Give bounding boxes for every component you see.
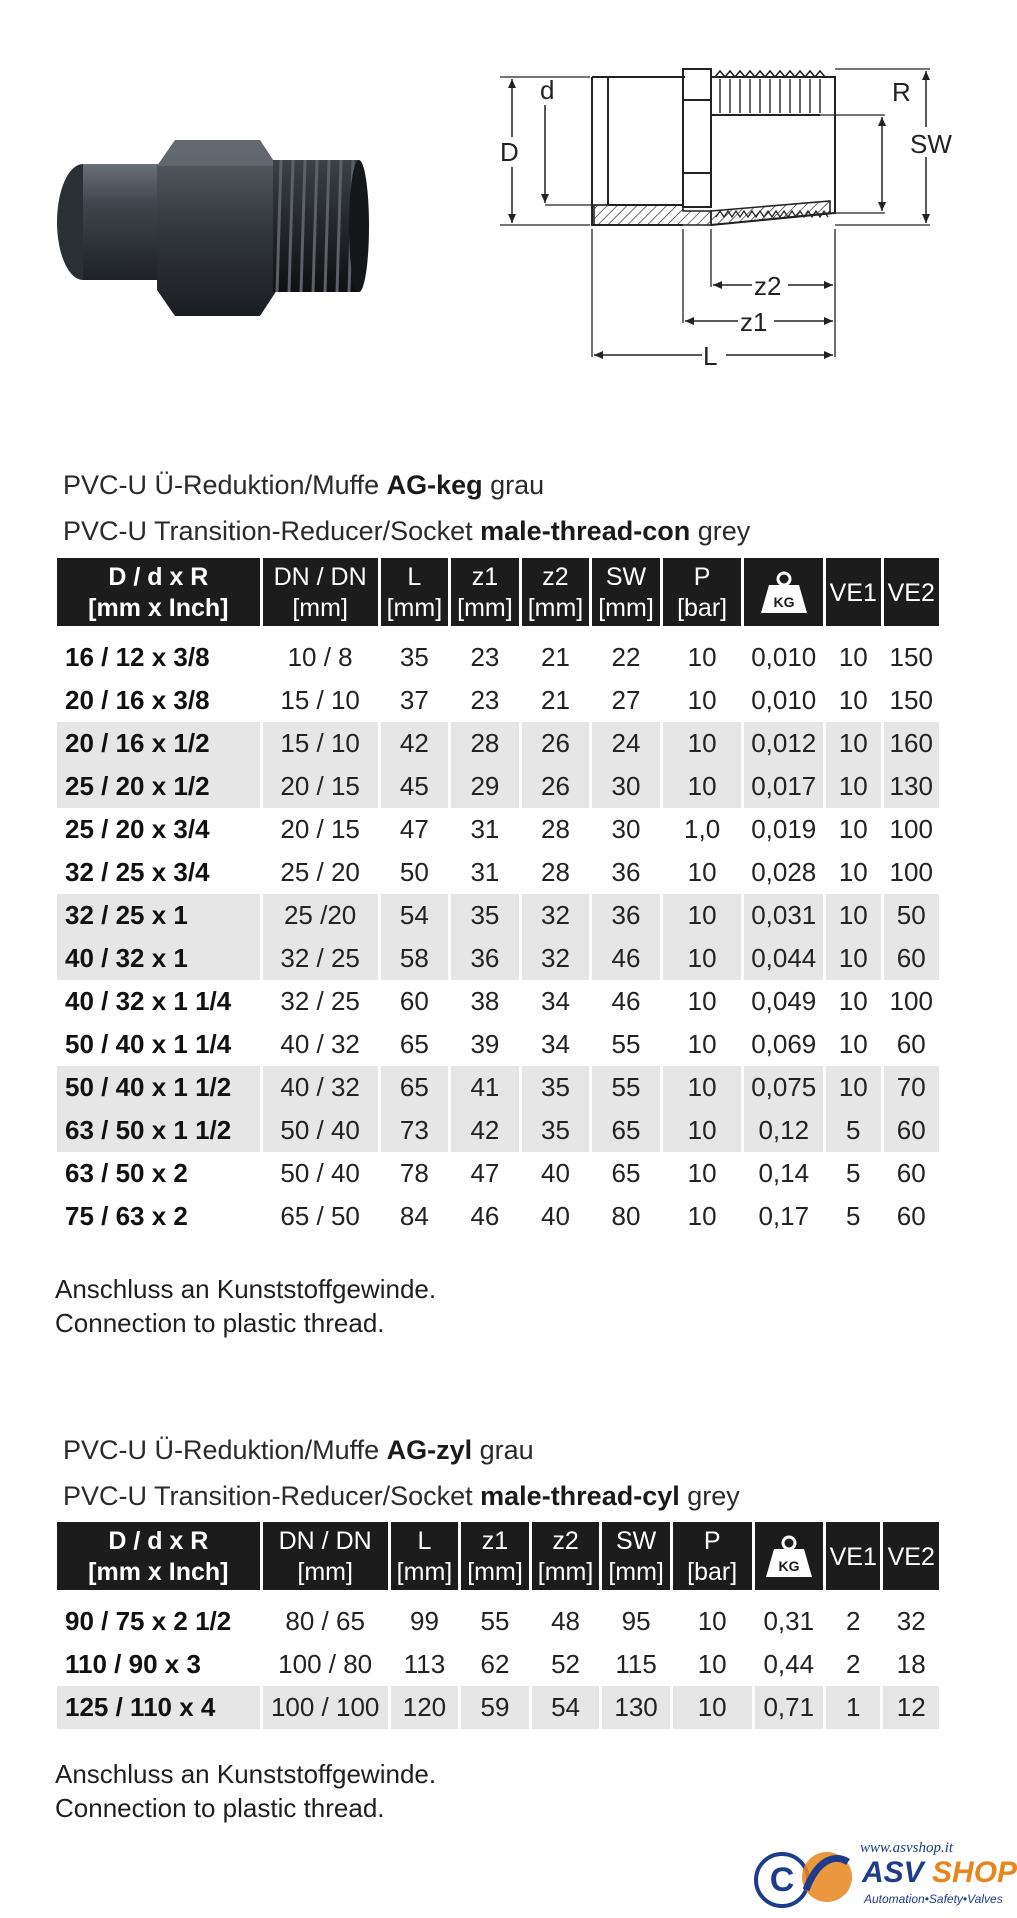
row-dimension-cell: 125 / 110 x 4 <box>57 1686 260 1729</box>
table-cell: 100 / 80 <box>278 1649 373 1679</box>
table-cell: 0,012 <box>744 722 823 765</box>
table-row <box>57 1152 939 1195</box>
table-cell: 10 <box>687 642 717 672</box>
dim-label-D: D <box>500 137 519 167</box>
table-cell: 10 <box>826 937 880 980</box>
table-cell: 10 <box>838 685 868 715</box>
column-header <box>57 1522 260 1590</box>
column-header <box>602 1522 670 1590</box>
row-dimension-cell: 50 / 40 x 1 1/2 <box>57 1066 260 1109</box>
column-header <box>755 1522 824 1590</box>
column-header <box>673 1522 752 1590</box>
table-cell: 35 <box>522 1066 590 1109</box>
column-header-label: L <box>407 563 422 591</box>
table-row <box>57 765 939 808</box>
table-cell: 47 <box>399 814 429 844</box>
table-cell: 45 <box>381 765 449 808</box>
table-cell: 0,14 <box>758 1158 810 1188</box>
table-cell: 5 <box>846 1158 861 1188</box>
section2-title-en-suffix: grey <box>679 1481 740 1511</box>
column-header-label: P <box>693 563 711 591</box>
technical-drawing <box>490 65 950 375</box>
table-cell: 28 <box>541 857 570 887</box>
section1-title-en-bold: male-thread-con <box>480 516 691 546</box>
column-header <box>744 558 823 626</box>
row-dimension-cell: 20 / 16 x 1/2 <box>57 722 260 765</box>
table-cell: 40 / 32 <box>280 1029 360 1059</box>
row-dimension-cell: 90 / 75 x 2 1/2 <box>65 1606 232 1636</box>
table-cell: 100 <box>889 857 933 887</box>
table-cell: 35 <box>522 1109 590 1152</box>
row-dimension-cell: 40 / 32 x 1 1/4 <box>65 986 232 1016</box>
column-header-unit: [mm] <box>457 594 513 622</box>
table-cell: 47 <box>470 1158 500 1188</box>
table-cell: 100 <box>889 986 933 1016</box>
dim-label-L: L <box>703 341 718 371</box>
column-header <box>461 1522 529 1590</box>
table-cell: 31 <box>470 857 500 887</box>
table-cell: 84 <box>399 1201 429 1231</box>
table-cell: 150 <box>889 685 933 715</box>
section1-title-en-suffix: grey <box>690 516 751 546</box>
table-cell: 78 <box>399 1158 429 1188</box>
row-dimension-cell: 63 / 50 x 1 1/2 <box>57 1109 260 1152</box>
section2-note <box>55 1757 436 1825</box>
table-cell: 130 <box>602 1686 670 1729</box>
column-header <box>57 558 260 626</box>
table-row <box>57 808 939 851</box>
table-cell: 10 <box>663 765 742 808</box>
table-cell: 73 <box>381 1109 449 1152</box>
table-cell: 40 <box>541 1158 570 1188</box>
table-cell: 25 / 20 <box>280 857 360 887</box>
table-cell: 10 <box>687 1029 717 1059</box>
table-cell: 50 / 40 <box>263 1109 378 1152</box>
row-dimension-cell: 16 / 12 x 3/8 <box>65 642 210 672</box>
table-cell: 10 <box>838 1029 868 1059</box>
column-header-unit: [mm] <box>386 594 443 622</box>
table-cell: 58 <box>381 937 449 980</box>
table-row <box>57 851 939 894</box>
table-cell: 34 <box>541 986 570 1016</box>
asvshop-watermark <box>752 1838 1017 1918</box>
row-dimension-cell: 25 / 20 x 3/4 <box>65 814 210 844</box>
svg-text:KG: KG <box>773 594 795 610</box>
row-dimension-cell: 32 / 25 x 1 <box>57 894 260 937</box>
table-cell: 0,31 <box>763 1606 815 1636</box>
table-cell: 10 <box>697 1606 727 1636</box>
column-header-label: VE1 <box>829 1542 877 1571</box>
table-cell: 65 <box>611 1158 641 1188</box>
column-header-label: z1 <box>481 1527 509 1555</box>
table-cell: 0,075 <box>744 1066 823 1109</box>
column-header <box>884 558 940 626</box>
table-row <box>57 980 939 1023</box>
table-cell: 60 <box>896 1201 926 1231</box>
section1-note-en: Connection to plastic thread. <box>55 1308 385 1338</box>
table-cell: 10 <box>826 765 880 808</box>
table-cell: 34 <box>541 1029 570 1059</box>
table-cell: 28 <box>541 814 570 844</box>
kg-weight-icon <box>762 1535 816 1579</box>
section2-title-en-bold: male-thread-cyl <box>480 1481 680 1511</box>
table-cell: 39 <box>470 1029 500 1059</box>
table-cell: 0,010 <box>751 642 817 672</box>
table-cell: 2 <box>846 1606 861 1636</box>
table-cell: 0,044 <box>744 937 823 980</box>
table-cell: 5 <box>846 1201 861 1231</box>
table-cell: 26 <box>522 722 590 765</box>
dim-label-z1: z1 <box>740 307 768 337</box>
table-row <box>57 636 939 679</box>
table-cell: 0,028 <box>751 857 817 887</box>
table-cell: 41 <box>451 1066 519 1109</box>
table-cell: 130 <box>884 765 940 808</box>
table-cell: 46 <box>611 986 641 1016</box>
table-cell: 100 / 100 <box>263 1686 388 1729</box>
column-header-unit: [mm] <box>396 1558 453 1586</box>
table-cell: 21 <box>541 685 570 715</box>
table-cell: 113 <box>403 1649 446 1679</box>
column-header-unit: [mm x Inch] <box>88 594 229 622</box>
table-cell: 36 <box>592 894 660 937</box>
table-cell: 36 <box>611 857 641 887</box>
table-cell: 0,069 <box>751 1029 817 1059</box>
row-dimension-cell: 63 / 50 x 2 <box>65 1158 188 1188</box>
table-cell: 32 / 25 <box>263 937 378 980</box>
row-dimension-cell: 110 / 90 x 3 <box>65 1649 201 1679</box>
column-header <box>663 558 742 626</box>
table-cell: 1,0 <box>684 814 721 844</box>
table-cell: 10 <box>687 1158 717 1188</box>
table-cell: 62 <box>480 1649 510 1679</box>
table-cell: 24 <box>592 722 660 765</box>
table-cell: 0,010 <box>751 685 817 715</box>
svg-text:KG: KG <box>778 1558 800 1574</box>
table-row <box>57 1066 939 1109</box>
section1-note-de: Anschluss an Kunststoffgewinde. <box>55 1274 437 1304</box>
table-cell: 48 <box>551 1606 580 1636</box>
dim-label-SW: SW <box>910 129 952 159</box>
table-row <box>57 1023 939 1066</box>
table-cell: 32 <box>896 1606 926 1636</box>
table-cell: 30 <box>611 814 641 844</box>
table-cell: 15 / 10 <box>263 722 378 765</box>
table-cell: 10 <box>697 1649 727 1679</box>
table-cell: 10 <box>838 857 868 887</box>
table-cell: 10 <box>663 1066 742 1109</box>
column-header <box>532 1522 600 1590</box>
row-dimension-cell: 32 / 25 x 3/4 <box>65 857 210 887</box>
column-header-unit: [mm] <box>292 594 348 622</box>
table-cell: 40 / 32 <box>263 1066 378 1109</box>
table-cell: 46 <box>592 937 660 980</box>
table-row <box>57 1643 939 1686</box>
column-header-label: SW <box>615 1527 657 1555</box>
table-cell: 99 <box>409 1606 439 1636</box>
section1-spec-table <box>54 558 942 1238</box>
table-cell: 36 <box>451 937 519 980</box>
table-cell: 115 <box>615 1649 657 1679</box>
table-cell: 35 <box>451 894 519 937</box>
section2-title-de <box>63 1435 534 1466</box>
watermark-brand-asv: ASV <box>862 1856 924 1889</box>
table-cell: 60 <box>896 1029 926 1059</box>
table-cell: 150 <box>889 642 933 672</box>
table-cell: 26 <box>522 765 590 808</box>
column-header-label: P <box>703 1527 721 1555</box>
column-header-label: DN / DN <box>278 1527 372 1555</box>
column-header <box>451 558 519 626</box>
table-cell: 0,019 <box>751 814 817 844</box>
table-cell: 18 <box>896 1649 926 1679</box>
watermark-tagline: Automation•Safety•Valves <box>864 1892 1003 1906</box>
row-dimension-cell: 50 / 40 x 1 1/4 <box>65 1029 232 1059</box>
table-cell: 55 <box>480 1606 510 1636</box>
table-cell: 70 <box>884 1066 940 1109</box>
column-header-label: D / d x R <box>108 563 209 591</box>
column-header-label: z2 <box>542 563 569 591</box>
table-cell: 23 <box>470 685 500 715</box>
table-cell: 28 <box>451 722 519 765</box>
kg-weight-icon <box>757 571 811 615</box>
table-cell: 21 <box>541 642 570 672</box>
table-cell: 10 <box>663 937 742 980</box>
table-cell: 42 <box>451 1109 519 1152</box>
column-header <box>826 558 880 626</box>
table-cell: 60 <box>884 1109 940 1152</box>
table-cell: 50 / 40 <box>280 1158 360 1188</box>
table-cell: 55 <box>611 1029 641 1059</box>
column-header-label: DN / DN <box>273 563 367 591</box>
table-cell: 10 <box>826 1066 880 1109</box>
table-cell: 10 <box>838 814 868 844</box>
table-cell: 20 / 15 <box>280 814 360 844</box>
watermark-url: www.asvshop.it <box>860 1840 954 1856</box>
column-header <box>391 1522 459 1590</box>
table-cell: 10 <box>826 722 880 765</box>
svg-text:C: C <box>769 1861 795 1899</box>
section2-note-de: Anschluss an Kunststoffgewinde. <box>55 1759 437 1789</box>
section1-title-en <box>63 516 750 547</box>
dim-label-R: R <box>892 77 911 107</box>
row-dimension-cell: 25 / 20 x 1/2 <box>57 765 260 808</box>
column-header-label: z1 <box>471 563 499 591</box>
table-cell: 160 <box>884 722 940 765</box>
table-row <box>57 722 939 765</box>
column-header-unit: [mm x Inch] <box>88 1558 229 1586</box>
column-header <box>381 558 449 626</box>
header-row <box>57 1522 939 1590</box>
column-header-label: D / d x R <box>108 1527 209 1555</box>
table-cell: 40 <box>541 1201 570 1231</box>
section1-note <box>55 1272 436 1340</box>
table-cell: 10 <box>663 894 742 937</box>
table-cell: 27 <box>611 685 641 715</box>
table-cell: 80 <box>611 1201 641 1231</box>
section1-title-de-suffix: grau <box>482 470 545 500</box>
table-cell: 95 <box>621 1606 651 1636</box>
table-cell: 10 <box>673 1686 752 1729</box>
table-cell: 30 <box>592 765 660 808</box>
column-header-unit: [bar] <box>677 594 728 622</box>
table-cell: 22 <box>611 642 641 672</box>
row-dimension-cell: 40 / 32 x 1 <box>57 937 260 980</box>
table-cell: 42 <box>381 722 449 765</box>
table-cell: 65 <box>399 1029 429 1059</box>
column-header <box>592 558 660 626</box>
table-cell: 38 <box>470 986 500 1016</box>
row-dimension-cell: 75 / 63 x 2 <box>65 1201 188 1231</box>
column-header-unit: [mm] <box>537 1558 594 1586</box>
column-header-unit: [mm] <box>608 1558 664 1586</box>
section2-title-de-suffix: grau <box>472 1435 534 1465</box>
table-cell: 2 <box>846 1649 861 1679</box>
table-row <box>57 894 939 937</box>
table-cell: 10 <box>687 1201 717 1231</box>
dim-label-z2: z2 <box>754 271 782 301</box>
table-row <box>57 937 939 980</box>
table-cell: 10 <box>687 857 717 887</box>
table-cell: 10 <box>663 1109 742 1152</box>
table-cell: 10 <box>826 894 880 937</box>
table-cell: 31 <box>470 814 500 844</box>
column-header <box>522 558 590 626</box>
table-cell: 54 <box>381 894 449 937</box>
table-cell: 46 <box>470 1201 500 1231</box>
column-header <box>263 1522 388 1590</box>
table-cell: 10 <box>838 986 868 1016</box>
table-cell: 65 <box>381 1066 449 1109</box>
column-header-unit: [bar] <box>687 1558 738 1586</box>
table-cell: 59 <box>461 1686 529 1729</box>
table-cell: 0,017 <box>744 765 823 808</box>
table-cell: 12 <box>883 1686 939 1729</box>
dim-label-d: d <box>540 75 555 105</box>
section1-title-de-bold: AG-keg <box>386 470 483 500</box>
table-cell: 120 <box>391 1686 459 1729</box>
table-cell: 10 / 8 <box>287 642 353 672</box>
table-cell: 10 <box>687 685 717 715</box>
column-header-unit: [mm] <box>598 594 654 622</box>
asv-logo-icon <box>800 1850 854 1904</box>
table-cell: 52 <box>551 1649 580 1679</box>
table-cell: 1 <box>826 1686 880 1729</box>
section2-note-en: Connection to plastic thread. <box>55 1793 385 1823</box>
table-cell: 32 <box>522 894 590 937</box>
column-header-label: VE1 <box>829 578 877 607</box>
table-cell: 20 / 15 <box>263 765 378 808</box>
table-cell: 0,12 <box>744 1109 823 1152</box>
column-header-label: VE2 <box>887 578 935 607</box>
section1-title-en-prefix: PVC-U Transition-Reducer/Socket <box>63 516 481 546</box>
table-cell: 5 <box>826 1109 880 1152</box>
column-header-unit: [mm] <box>527 594 584 622</box>
table-cell: 0,71 <box>755 1686 824 1729</box>
table-cell: 0,44 <box>763 1649 815 1679</box>
section2-spec-table <box>54 1522 942 1729</box>
table-cell: 10 <box>663 722 742 765</box>
table-row <box>57 1686 939 1729</box>
section2-title-en-prefix: PVC-U Transition-Reducer/Socket <box>63 1481 481 1511</box>
header-row <box>57 558 939 626</box>
table-cell: 54 <box>532 1686 600 1729</box>
column-header <box>826 1522 880 1590</box>
column-header-unit: [mm] <box>467 1558 523 1586</box>
table-cell: 0,17 <box>758 1201 810 1231</box>
table-cell: 55 <box>592 1066 660 1109</box>
table-cell: 60 <box>884 937 940 980</box>
section1-title-de <box>63 470 544 501</box>
column-header-unit: [mm] <box>297 1558 353 1586</box>
table-row <box>57 1195 939 1238</box>
table-cell: 29 <box>451 765 519 808</box>
product-photo <box>55 110 385 330</box>
column-header <box>883 1522 939 1590</box>
table-row <box>57 1600 939 1643</box>
table-cell: 60 <box>399 986 429 1016</box>
row-dimension-cell: 20 / 16 x 3/8 <box>65 685 210 715</box>
column-header-label: z2 <box>552 1527 579 1555</box>
table-cell: 10 <box>687 986 717 1016</box>
table-cell: 0,031 <box>744 894 823 937</box>
table-cell: 15 / 10 <box>280 685 360 715</box>
table-cell: 37 <box>399 685 429 715</box>
table-cell: 50 <box>399 857 429 887</box>
table-cell: 25 /20 <box>263 894 378 937</box>
section2-title-de-bold: AG-zyl <box>386 1435 473 1465</box>
table-cell: 100 <box>889 814 933 844</box>
table-cell: 65 / 50 <box>280 1201 360 1231</box>
section1-title-de-prefix: PVC-U Ü-Reduktion/Muffe <box>63 470 387 500</box>
table-cell: 35 <box>399 642 429 672</box>
table-cell: 23 <box>470 642 500 672</box>
column-header-label: L <box>417 1527 432 1555</box>
section2-title-de-prefix: PVC-U Ü-Reduktion/Muffe <box>63 1435 387 1465</box>
watermark-brand-shop: SHOP <box>932 1856 1017 1889</box>
table-cell: 10 <box>838 642 868 672</box>
column-header-label: SW <box>605 563 647 591</box>
table-cell: 0,049 <box>751 986 817 1016</box>
column-header-label: VE2 <box>887 1542 935 1571</box>
table-cell: 60 <box>896 1158 926 1188</box>
table-cell: 80 / 65 <box>285 1606 365 1636</box>
table-row <box>57 679 939 722</box>
table-cell: 32 / 25 <box>280 986 360 1016</box>
table-cell: 65 <box>592 1109 660 1152</box>
table-cell: 50 <box>884 894 940 937</box>
table-cell: 32 <box>522 937 590 980</box>
section2-title-en <box>63 1481 740 1512</box>
watermark-brand <box>862 1856 1017 1890</box>
table-row <box>57 1109 939 1152</box>
column-header <box>263 558 378 626</box>
